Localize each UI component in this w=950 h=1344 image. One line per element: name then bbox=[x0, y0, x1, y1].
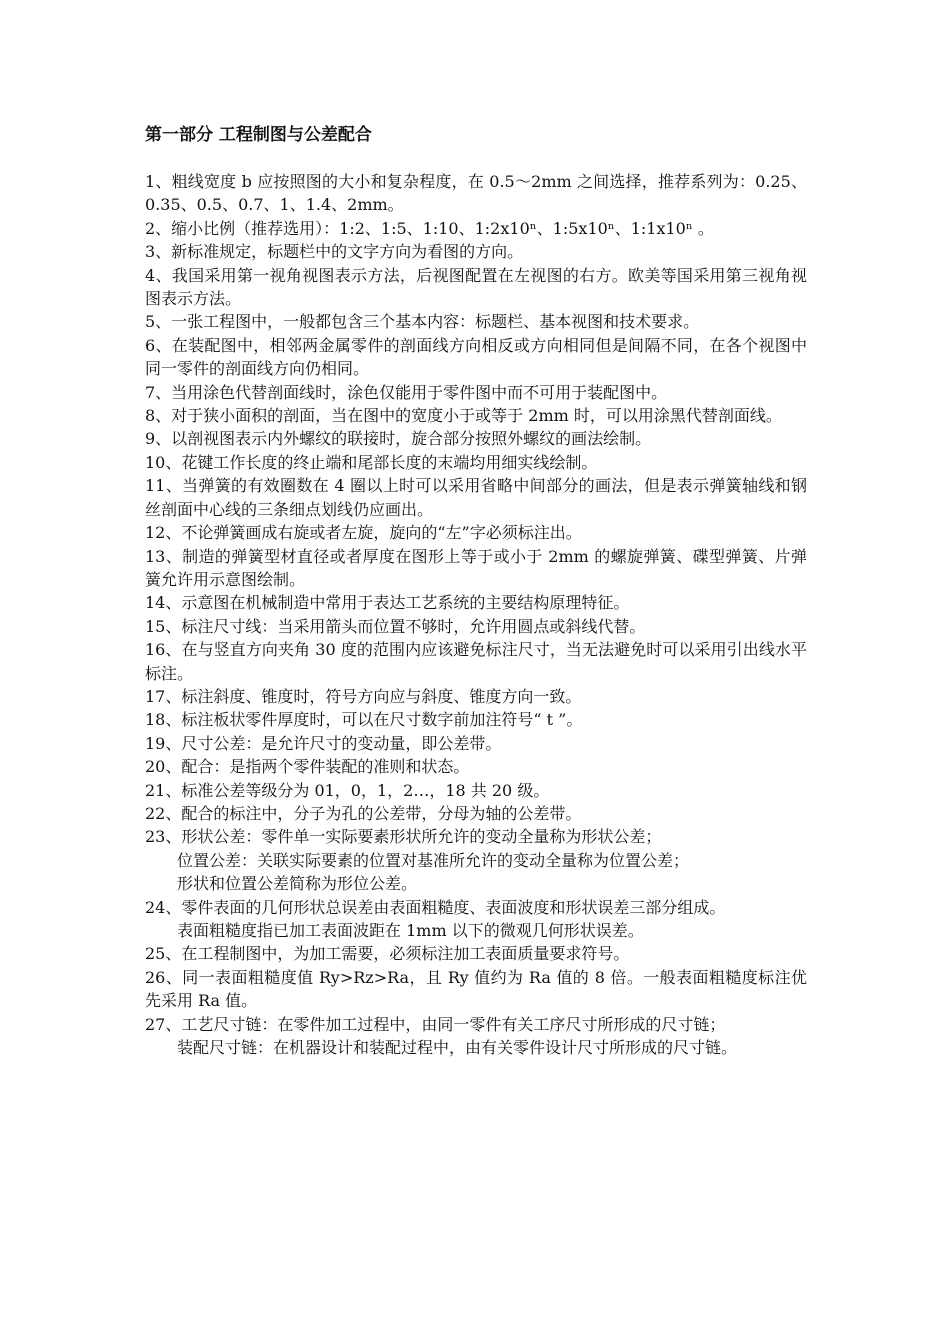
paragraph-item: 表面粗糙度指已加工表面波距在 1mm 以下的微观几何形状误差。 bbox=[177, 921, 644, 940]
paragraph-item: 15、标注尺寸线：当采用箭头而位置不够时，允许用圆点或斜线代替。 bbox=[145, 616, 646, 636]
paragraph-item: 27、工艺尺寸链：在零件加工过程中，由同一零件有关工序尺寸所形成的尺寸链； bbox=[145, 1014, 726, 1034]
paragraph-item: 14、示意图在机械制造中常用于表达工艺系统的主要结构原理特征。 bbox=[145, 593, 630, 613]
paragraph-item: 18、标注板状零件厚度时，可以在尺寸数字前加注符号“ t ”。 bbox=[145, 710, 583, 730]
paragraph-item: 位置公差：关联实际要素的位置对基准所允许的变动全量称为位置公差； bbox=[177, 850, 690, 870]
paragraph-item: 17、标注斜度、锥度时，符号方向应与斜度、锥度方向一致。 bbox=[145, 686, 582, 706]
paragraph-item: 26、同一表面粗糙度值 Ry>Rz>Ra，且 Ry 值约为 Ra 值的 8 倍。一般表面粗糙度标注优先采用 Ra 值。 bbox=[145, 967, 807, 1011]
paragraph-item: 装配尺寸链：在机器设计和装配过程中，由有关零件设计尺寸所形成的尺寸链。 bbox=[177, 1038, 738, 1058]
paragraph-item: 25、在工程制图中，为加工需要，必须标注加工表面质量要求符号。 bbox=[145, 944, 630, 964]
paragraph-item: 19、尺寸公差：是允许尺寸的变动量，即公差带。 bbox=[145, 733, 502, 753]
paragraph-item: 12、不论弹簧画成右旋或者左旋，旋向的“左”字必须标注出。 bbox=[145, 523, 582, 543]
paragraph-item: 7、当用涂色代替剖面线时，涂色仅能用于零件图中而不可用于装配图中。 bbox=[145, 382, 668, 402]
paragraph-item: 形状和位置公差简称为形位公差。 bbox=[177, 874, 418, 894]
document-title: 第一部分 工程制图与公差配合 bbox=[145, 125, 372, 145]
paragraph-item: 6、在装配图中，相邻两金属零件的剖面线方向相反或方向相同但是间隔不同，在各个视图中同一零件的剖面线方向仍相同。 bbox=[145, 335, 807, 379]
paragraph-item: 21、标准公差等级分为 01，0，1，2…，18 共 20 级。 bbox=[145, 780, 550, 800]
paragraph-item: 1、粗线宽度 b 应按照图的大小和复杂程度，在 0.5～2mm 之间选择，推荐系列为：0.25、0.35、0.5、0.7、1、1.4、2mm。 bbox=[145, 172, 807, 215]
paragraph-item: 8、对于狭小面积的剖面，当在图中的宽度小于或等于 2mm 时，可以用涂黑代替剖面线。 bbox=[145, 406, 782, 426]
paragraph-item: 22、配合的标注中，分子为孔的公差带，分母为轴的公差带。 bbox=[145, 803, 582, 823]
paragraph-item: 4、我国采用第一视角视图表示方法，后视图配置在左视图的右方。欧美等国采用第三视角视图表示方法。 bbox=[145, 265, 807, 309]
paragraph-item: 9、以剖视图表示内外螺纹的联接时，旋合部分按照外螺纹的画法绘制。 bbox=[145, 429, 652, 449]
paragraph-item: 11、当弹簧的有效圈数在 4 圈以上时可以采用省略中间部分的画法，但是表示弹簧轴线和钢丝剖面中心线的三条细点划线仍应画出。 bbox=[145, 476, 807, 519]
paragraph-item: 20、配合：是指两个零件装配的准则和状态。 bbox=[145, 757, 470, 777]
paragraph-item: 24、零件表面的几何形状总误差由表面粗糙度、表面波度和形状误差三部分组成。 bbox=[145, 897, 726, 917]
paragraph-item: 10、花键工作长度的终止端和尾部长度的末端均用细实线绘制。 bbox=[145, 452, 598, 472]
paragraph-list bbox=[145, 170, 807, 1059]
paragraph-item: 5、一张工程图中，一般都包含三个基本内容：标题栏、基本视图和技术要求。 bbox=[145, 312, 700, 332]
paragraph-item: 3、新标准规定，标题栏中的文字方向为看图的方向。 bbox=[145, 242, 524, 262]
paragraph-item: 2、缩小比例（推荐选用）：1:2、1:5、1:10、1:2x10ⁿ、1:5x10ⁿ、1:1x10ⁿ 。 bbox=[145, 218, 714, 238]
paragraph-item: 13、制造的弹簧型材直径或者厚度在图形上等于或小于 2mm 的螺旋弹簧、碟型弹簧、片弹簧允许用示意图绘制。 bbox=[145, 546, 807, 589]
paragraph-item: 16、在与竖直方向夹角 30 度的范围内应该避免标注尺寸，当无法避免时可以采用引出线水平标注。 bbox=[145, 640, 807, 683]
document-page bbox=[145, 122, 807, 1059]
paragraph-item: 23、形状公差：零件单一实际要素形状所允许的变动全量称为形状公差； bbox=[145, 827, 662, 847]
